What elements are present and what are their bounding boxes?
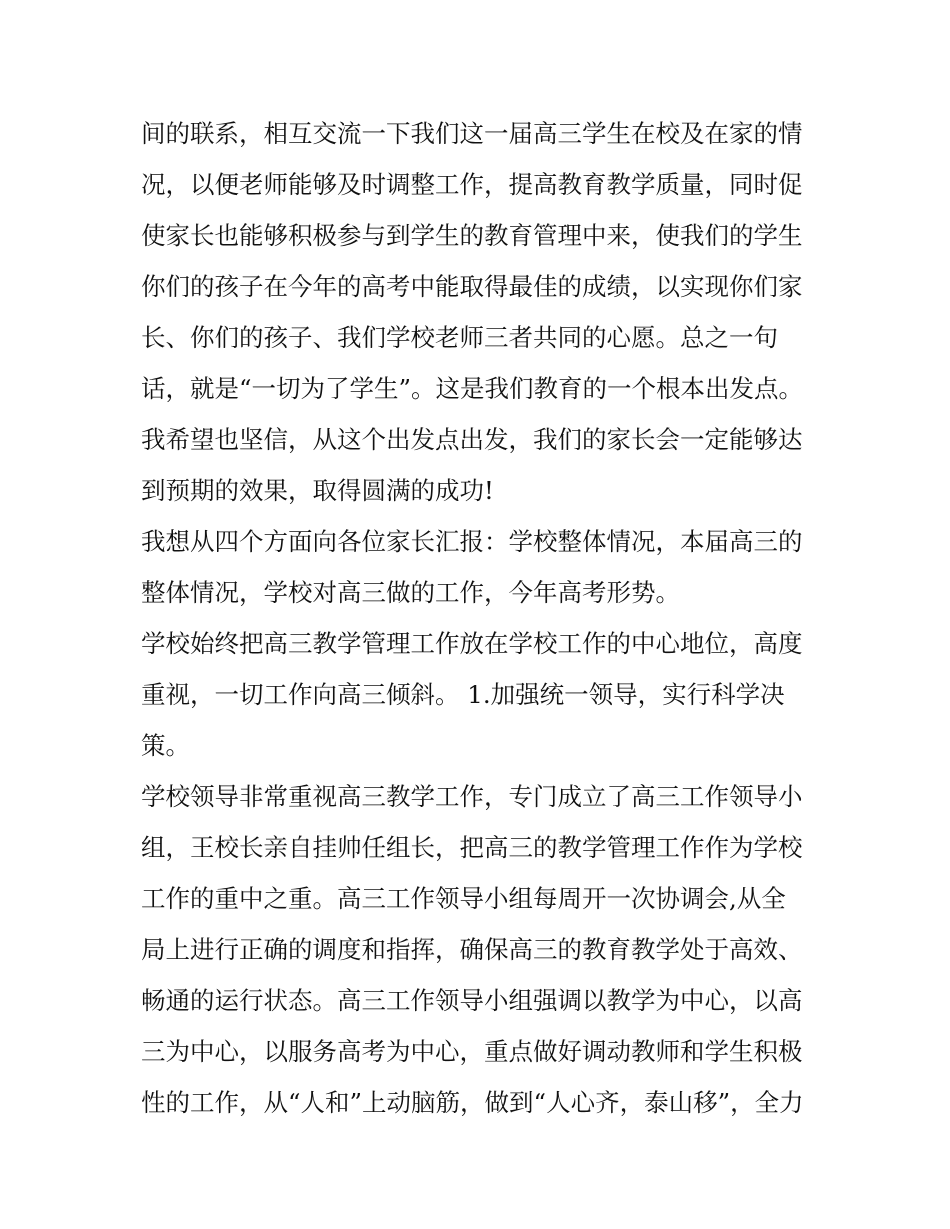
text-line: 组，王校长亲自挂帅任组长，把高三的教学管理工作作为学校 — [141, 833, 803, 862]
text-line: 况，以便老师能够及时调整工作，提高教育教学质量，同时促 — [141, 170, 803, 199]
text-line: 三为中心，以服务高考为中心，重点做好调动教师和学生积极 — [141, 1037, 803, 1066]
text-line: 我希望也坚信，从这个出发点出发，我们的家长会一定能够达 — [141, 425, 803, 454]
text-line: 间的联系，相互交流一下我们这一届高三学生在校及在家的情 — [141, 119, 803, 148]
text-line: 到预期的效果，取得圆满的成功! — [141, 476, 494, 505]
text-line: 话，就是“一切为了学生”。这是我们教育的一个根本出发点。 — [141, 374, 804, 403]
text-line: 整体情况，学校对高三做的工作，今年高考形势。 — [141, 578, 680, 607]
text-line: 策。 — [141, 731, 190, 760]
text-line: 工作的重中之重。高三工作领导小组每周开一次协调会,从全 — [141, 884, 786, 913]
document-body — [141, 108, 821, 1128]
text-line: 畅通的运行状态。高三工作领导小组强调以教学为中心，以高 — [141, 986, 803, 1015]
text-line: 局上进行正确的调度和指挥，确保高三的教育教学处于高效、 — [141, 935, 803, 964]
text-line: 你们的孩子在今年的高考中能取得最佳的成绩，以实现你们家 — [141, 272, 803, 301]
text-line: 性的工作，从“人和”上动脑筋，做到“人心齐，泰山移”，全力 — [141, 1088, 804, 1117]
text-line: 学校领导非常重视高三教学工作，专门成立了高三工作领导小 — [141, 782, 803, 811]
text-line: 长、你们的孩子、我们学校老师三者共同的心愿。总之一句 — [141, 323, 778, 352]
text-line: 我想从四个方面向各位家长汇报：学校整体情况，本届高三的 — [141, 527, 803, 556]
text-line: 使家长也能够积极参与到学生的教育管理中来，使我们的学生 — [141, 221, 803, 250]
text-line: 学校始终把高三教学管理工作放在学校工作的中心地位，高度 — [141, 629, 803, 658]
text-line: 重视，一切工作向高三倾斜。 1.加强统一领导，实行科学决 — [141, 680, 785, 709]
